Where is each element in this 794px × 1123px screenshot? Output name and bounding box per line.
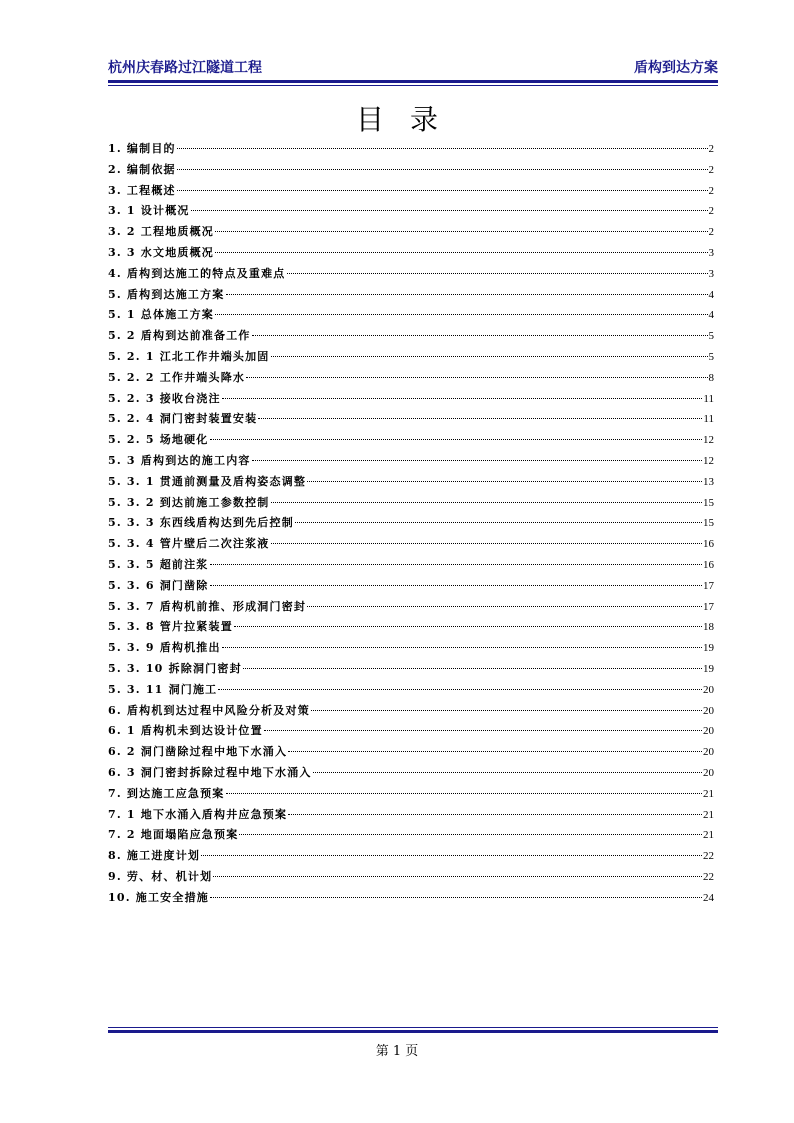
toc-entry-label: 5. 3. 3 东西线盾构达到先后控制 <box>108 516 294 530</box>
header-rule-thin <box>108 85 718 86</box>
toc-leader-dots <box>222 398 703 399</box>
toc-leader-dots <box>288 751 702 752</box>
toc-entry-page: 11 <box>703 392 714 405</box>
toc-entry[interactable] <box>108 431 714 452</box>
toc-entry-page: 15 <box>703 496 714 509</box>
toc-entry-page: 21 <box>703 787 714 800</box>
toc-entry-page: 4 <box>708 288 714 301</box>
toc-leader-dots <box>210 564 702 565</box>
toc-entry-label: 5. 3. 2 到达前施工参数控制 <box>108 495 270 509</box>
toc-leader-dots <box>177 148 708 149</box>
toc-entry[interactable] <box>108 660 714 681</box>
toc-leader-dots <box>252 460 702 461</box>
toc-entry-label: 7. 到达施工应急预案 <box>108 786 225 800</box>
toc-leader-dots <box>210 897 702 898</box>
toc-entry-label: 5. 盾构到达施工方案 <box>108 287 225 301</box>
toc-leader-dots <box>313 772 702 773</box>
toc-entry-page: 21 <box>703 808 714 821</box>
header-rule-thick <box>108 80 718 83</box>
toc-leader-dots <box>307 481 702 482</box>
document-title: 盾构到达方案 <box>634 60 718 76</box>
toc-entry-page: 5 <box>708 330 714 343</box>
toc-entry-label: 3. 工程概述 <box>108 183 176 197</box>
toc-entry-label: 5. 3. 9 盾构机推出 <box>108 641 221 655</box>
toc-entry[interactable] <box>108 702 714 723</box>
footer-rule-thick <box>108 1030 718 1033</box>
toc-entry[interactable] <box>108 556 714 577</box>
toc-leader-dots <box>307 606 702 607</box>
table-of-contents <box>108 140 714 909</box>
toc-entry-page: 20 <box>703 683 714 696</box>
toc-entry[interactable] <box>108 535 714 556</box>
toc-entry-page: 20 <box>703 704 714 717</box>
toc-entry-page: 21 <box>703 829 714 842</box>
page-header <box>108 57 718 79</box>
toc-entry-label: 5. 3. 6 洞门凿除 <box>108 578 209 592</box>
toc-entry-page: 24 <box>703 891 714 904</box>
toc-entry[interactable] <box>108 598 714 619</box>
toc-entry-label: 7. 1 地下水涌入盾构井应急预案 <box>108 807 288 821</box>
toc-entry-page: 11 <box>703 413 714 426</box>
toc-entry-label: 2. 编制依据 <box>108 162 176 176</box>
toc-entry-page: 13 <box>703 475 714 488</box>
footer-rule-thin <box>108 1027 718 1028</box>
toc-entry[interactable] <box>108 743 714 764</box>
toc-entry[interactable] <box>108 577 714 598</box>
toc-entry-label: 5. 3. 8 管片拉紧装置 <box>108 620 233 634</box>
toc-entry-label: 5. 3. 5 超前注浆 <box>108 557 209 571</box>
toc-entry-page: 20 <box>703 766 714 779</box>
toc-entry[interactable] <box>108 722 714 743</box>
toc-entry-page: 19 <box>703 662 714 675</box>
toc-entry-label: 5. 2. 2 工作井端头降水 <box>108 370 246 384</box>
toc-entry-label: 5. 3. 4 管片壁后二次注浆液 <box>108 537 270 551</box>
toc-entry-page: 17 <box>703 600 714 613</box>
toc-entry[interactable] <box>108 244 714 265</box>
toc-entry[interactable] <box>108 182 714 203</box>
toc-entry[interactable] <box>108 826 714 847</box>
toc-entry-page: 20 <box>703 725 714 738</box>
toc-entry[interactable] <box>108 369 714 390</box>
toc-entry-page: 2 <box>708 184 714 197</box>
toc-entry[interactable] <box>108 764 714 785</box>
toc-leader-dots <box>258 418 702 419</box>
toc-leader-dots <box>271 543 702 544</box>
toc-leader-dots <box>218 689 702 690</box>
toc-entry-page: 22 <box>703 850 714 863</box>
toc-entry-label: 5. 2. 1 江北工作井端头加固 <box>108 349 270 363</box>
toc-entry-page: 8 <box>708 371 714 384</box>
toc-entry[interactable] <box>108 286 714 307</box>
toc-entry[interactable] <box>108 618 714 639</box>
toc-leader-dots <box>201 855 702 856</box>
toc-leader-dots <box>271 502 702 503</box>
toc-entry-label: 3. 2 工程地质概况 <box>108 225 214 239</box>
toc-entry-label: 9. 劳、材、机计划 <box>108 869 213 883</box>
toc-leader-dots <box>246 377 707 378</box>
toc-entry-page: 12 <box>703 454 714 467</box>
toc-entry-page: 2 <box>708 205 714 218</box>
toc-entry[interactable] <box>108 410 714 431</box>
toc-entry-page: 19 <box>703 642 714 655</box>
toc-entry[interactable] <box>108 223 714 244</box>
toc-entry-label: 6. 1 盾构机未到达设计位置 <box>108 724 263 738</box>
toc-leader-dots <box>222 647 702 648</box>
toc-leader-dots <box>234 626 702 627</box>
toc-entry[interactable] <box>108 639 714 660</box>
toc-entry-page: 22 <box>703 870 714 883</box>
toc-leader-dots <box>215 252 708 253</box>
toc-entry-page: 3 <box>708 267 714 280</box>
toc-leader-dots <box>226 793 702 794</box>
toc-entry-page: 4 <box>708 309 714 322</box>
toc-entry[interactable] <box>108 785 714 806</box>
toc-entry[interactable] <box>108 202 714 223</box>
toc-leader-dots <box>215 231 708 232</box>
toc-entry-label: 6. 3 洞门密封拆除过程中地下水涌入 <box>108 765 312 779</box>
toc-leader-dots <box>243 668 702 669</box>
toc-entry-page: 2 <box>708 143 714 155</box>
toc-leader-dots <box>191 210 708 211</box>
toc-entry-page: 3 <box>708 246 714 259</box>
toc-entry-label: 5. 3 盾构到达的施工内容 <box>108 453 251 467</box>
toc-leader-dots <box>210 439 702 440</box>
toc-entry-label: 5. 2. 5 场地硬化 <box>108 433 209 447</box>
toc-leader-dots <box>288 814 702 815</box>
toc-entry-label: 5. 3. 10 拆除洞门密封 <box>108 661 242 675</box>
toc-entry-label: 5. 2. 4 洞门密封装置安装 <box>108 412 258 426</box>
toc-entry[interactable] <box>108 889 714 910</box>
toc-entry-page: 5 <box>708 350 714 363</box>
toc-entry-label: 6. 2 洞门凿除过程中地下水涌入 <box>108 745 288 759</box>
toc-entry-label: 5. 3. 11 洞门施工 <box>108 682 218 696</box>
toc-entry-label: 8. 施工进度计划 <box>108 849 201 863</box>
toc-leader-dots <box>252 335 708 336</box>
toc-entry-label: 6. 盾构机到达过程中风险分析及对策 <box>108 703 310 717</box>
toc-entry-page: 18 <box>703 621 714 634</box>
toc-entry[interactable] <box>108 327 714 348</box>
toc-entry[interactable] <box>108 806 714 827</box>
toc-leader-dots <box>287 273 708 274</box>
toc-entry[interactable] <box>108 494 714 515</box>
toc-entry-label: 5. 3. 7 盾构机前推、形成洞门密封 <box>108 599 307 613</box>
toc-entry[interactable] <box>108 514 714 535</box>
toc-leader-dots <box>177 169 708 170</box>
toc-entry[interactable] <box>108 265 714 286</box>
toc-entry[interactable] <box>108 306 714 327</box>
toc-entry-page: 2 <box>708 163 714 176</box>
toc-entry-label: 3. 1 设计概况 <box>108 204 190 218</box>
toc-title: 目录 <box>355 103 464 136</box>
toc-entry[interactable] <box>108 348 714 369</box>
toc-entry-label: 3. 3 水文地质概况 <box>108 245 214 259</box>
toc-entry-page: 16 <box>703 538 714 551</box>
toc-entry[interactable] <box>108 140 714 161</box>
toc-entry-label: 5. 2 盾构到达前准备工作 <box>108 329 251 343</box>
toc-entry-label: 5. 2. 3 接收台浇注 <box>108 391 221 405</box>
page-number: 第 1 页 <box>375 1044 419 1059</box>
toc-entry-label: 1. 编制目的 <box>108 142 176 155</box>
toc-entry[interactable] <box>108 681 714 702</box>
toc-entry[interactable] <box>108 847 714 868</box>
toc-leader-dots <box>177 190 708 191</box>
toc-entry[interactable] <box>108 161 714 182</box>
toc-entry-page: 2 <box>708 226 714 239</box>
toc-entry-label: 4. 盾构到达施工的特点及重难点 <box>108 266 286 280</box>
toc-entry[interactable] <box>108 452 714 473</box>
toc-leader-dots <box>215 314 708 315</box>
toc-leader-dots <box>311 710 702 711</box>
project-title: 杭州庆春路过江隧道工程 <box>108 60 262 76</box>
toc-leader-dots <box>271 356 708 357</box>
toc-entry-label: 5. 1 总体施工方案 <box>108 308 214 322</box>
toc-entry[interactable] <box>108 390 714 411</box>
toc-entry-page: 15 <box>703 517 714 530</box>
toc-entry-page: 12 <box>703 434 714 447</box>
toc-leader-dots <box>226 294 708 295</box>
toc-leader-dots <box>239 834 702 835</box>
toc-entry-page: 16 <box>703 558 714 571</box>
toc-entry[interactable] <box>108 473 714 494</box>
toc-entry-page: 17 <box>703 579 714 592</box>
toc-leader-dots <box>295 522 702 523</box>
toc-leader-dots <box>210 585 702 586</box>
toc-entry-label: 10. 施工安全措施 <box>108 890 209 904</box>
toc-entry[interactable] <box>108 868 714 889</box>
toc-entry-label: 5. 3. 1 贯通前测量及盾构姿态调整 <box>108 474 307 488</box>
toc-entry-label: 7. 2 地面塌陷应急预案 <box>108 828 239 842</box>
toc-leader-dots <box>213 876 702 877</box>
toc-entry-page: 20 <box>703 746 714 759</box>
toc-leader-dots <box>264 730 702 731</box>
